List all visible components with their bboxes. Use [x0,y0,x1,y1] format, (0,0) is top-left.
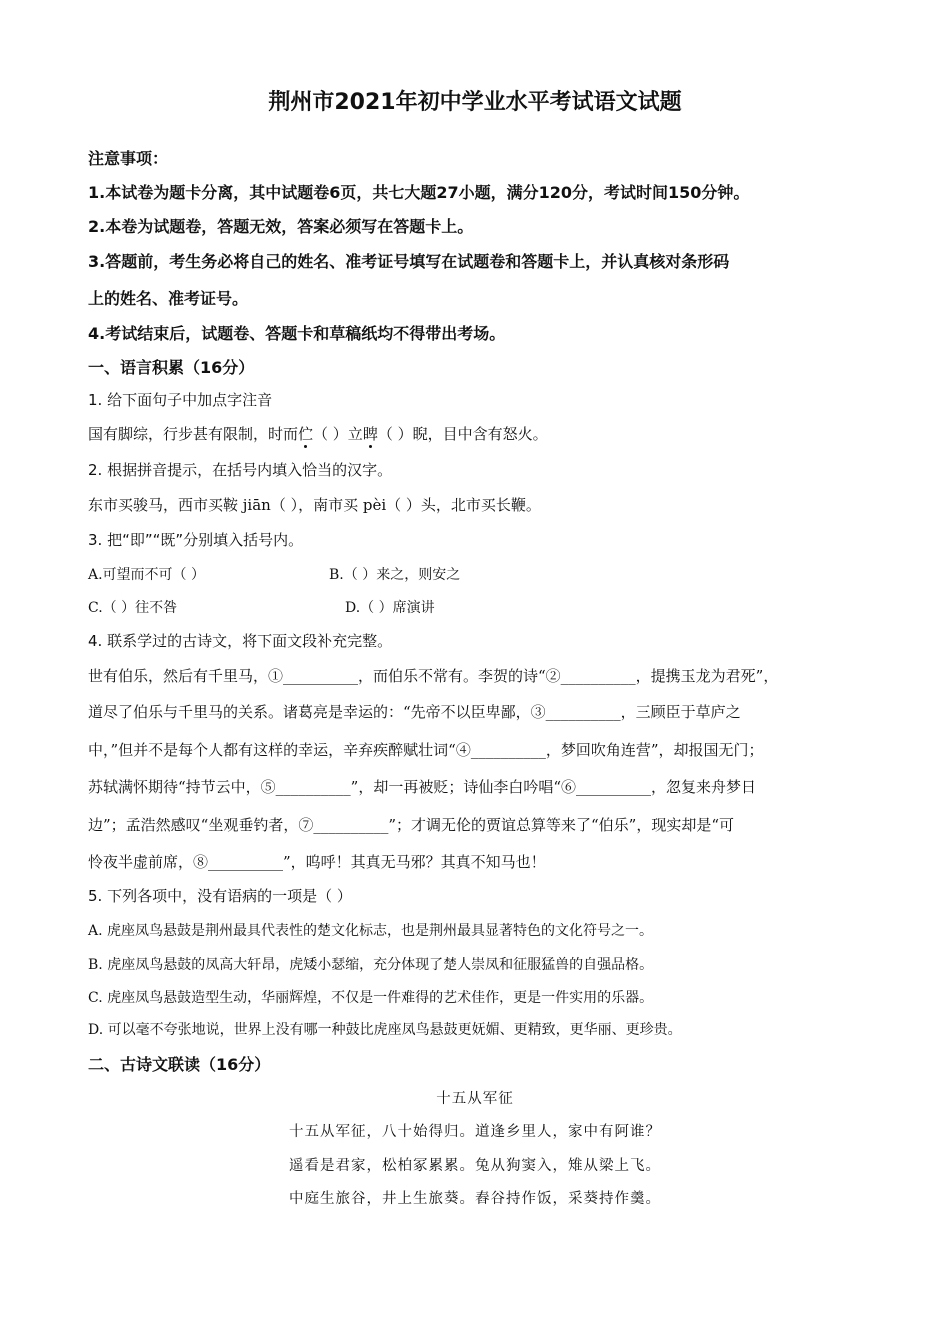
q1-sentence [88,423,878,444]
notice-item-3-cont: 上的姓名、准考证号。 [88,289,249,308]
q3-option-d: D.（ ）席演讲 [345,600,435,616]
q3-prompt: 3. 把“即”“既”分别填入括号内。 [88,531,304,549]
q3-option-b: B.（ ）来之，则安之 [329,567,461,583]
q1-dotted-char-1: 伫 [298,425,314,443]
section-2-heading: 二、古诗文联读（16分） [88,1055,271,1074]
page-title: 荆州市2021年初中学业水平考试语文试题 [268,90,682,115]
q5-option-b: B. 虎座凤鸟悬鼓的凤高大轩昂，虎矮小瑟缩，充分体现了楚人崇凤和征服猛兽的自强品格。 [88,957,654,973]
q4-line-5: 边”；孟浩然感叹“坐观垂钓者，⑦__________”；才调无伦的贾谊总算等来了“伯乐”，现实却是“可 [88,816,735,834]
q2-sentence: 东市买骏马，西市买鞍 jiān（ ），南市买 pèi（ ）头，北市买长鞭。 [88,496,541,514]
q4-line-1: 世有伯乐，然后有千里马，①__________，而伯乐不常有。李贺的诗“②__________，提携玉龙为君死”， [88,667,779,685]
q1-text-a: 国有脚综，行步甚有限制，时而 [88,425,299,443]
q4-line-6: 怜夜半虚前席，⑧__________”，呜呼！其真无马邪？其真不知马也！ [88,853,546,871]
notice-item-3: 3.答题前，考生务必将自己的姓名、准考证号填写在试题卷和答题卡上，并认真核对条形码 [88,252,730,271]
section-1-heading: 一、语言积累（16分） [88,358,255,377]
poem-line-3: 中庭生旅谷，井上生旅葵。舂谷持作饭，采葵持作羹。 [289,1191,661,1207]
q5-option-d: D. 可以毫不夸张地说，世界上没有哪一种鼓比虎座凤鸟悬鼓更妩媚、更精致，更华丽、更珍贵。 [88,1022,682,1038]
q5-prompt: 5. 下列各项中，没有语病的一项是（ ） [88,887,352,905]
q1-text-c: （ ）睨，目中含有怒火。 [377,425,548,443]
q4-prompt: 4. 联系学过的古诗文，将下面文段补充完整。 [88,632,393,650]
notice-item-4: 4.考试结束后，试题卷、答题卡和草稿纸均不得带出考场。 [88,324,506,343]
q3-option-c: C.（ ）往不咎 [88,600,178,616]
q1-dotted-char-2: 睥 [362,425,378,443]
q2-prompt: 2. 根据拼音提示，在括号内填入恰当的汉字。 [88,461,393,479]
notice-heading: 注意事项： [88,149,169,168]
q4-line-3: 中，”但并不是每个人都有这样的幸运，辛弃疾醉赋壮词“④__________，梦回吹角连营”，却报国无门； [88,741,764,759]
q1-text-b: （ ）立 [313,425,363,443]
q5-option-a: A. 虎座凤鸟悬鼓是荆州最具代表性的楚文化标志，也是荆州最具显著特色的文化符号之一。 [88,923,654,939]
poem-line-1: 十五从军征，八十始得归。道逢乡里人，家中有阿谁？ [289,1124,661,1140]
q3-option-a: A.可望而不可（ ） [88,567,206,583]
notice-item-2: 2.本卷为试题卷，答题无效，答案必须写在答题卡上。 [88,217,474,236]
poem-line-2: 遥看是君家，松柏冢累累。兔从狗窦入，雉从梁上飞。 [289,1158,661,1174]
q5-option-c: C. 虎座凤鸟悬鼓造型生动，华丽辉煌，不仅是一件难得的艺术佳作，更是一件实用的乐器。 [88,990,654,1006]
q4-line-4: 苏轼满怀期待“持节云中，⑤__________”，却一再被贬；诗仙李白吟唱“⑥__________，忽复来舟梦日 [88,778,757,796]
poem-title: 十五从军征 [436,1091,514,1107]
notice-item-1: 1.本试卷为题卡分离，其中试题卷6页，共七大题27小题，满分120分，考试时间150分钟。 [88,183,750,202]
q1-prompt: 1. 给下面句子中加点字注音 [88,391,273,409]
q4-line-2: 道尽了伯乐与千里马的关系。诸葛亮是幸运的：“先帝不以臣卑鄙，③__________，三顾臣于草庐之 [88,703,741,721]
